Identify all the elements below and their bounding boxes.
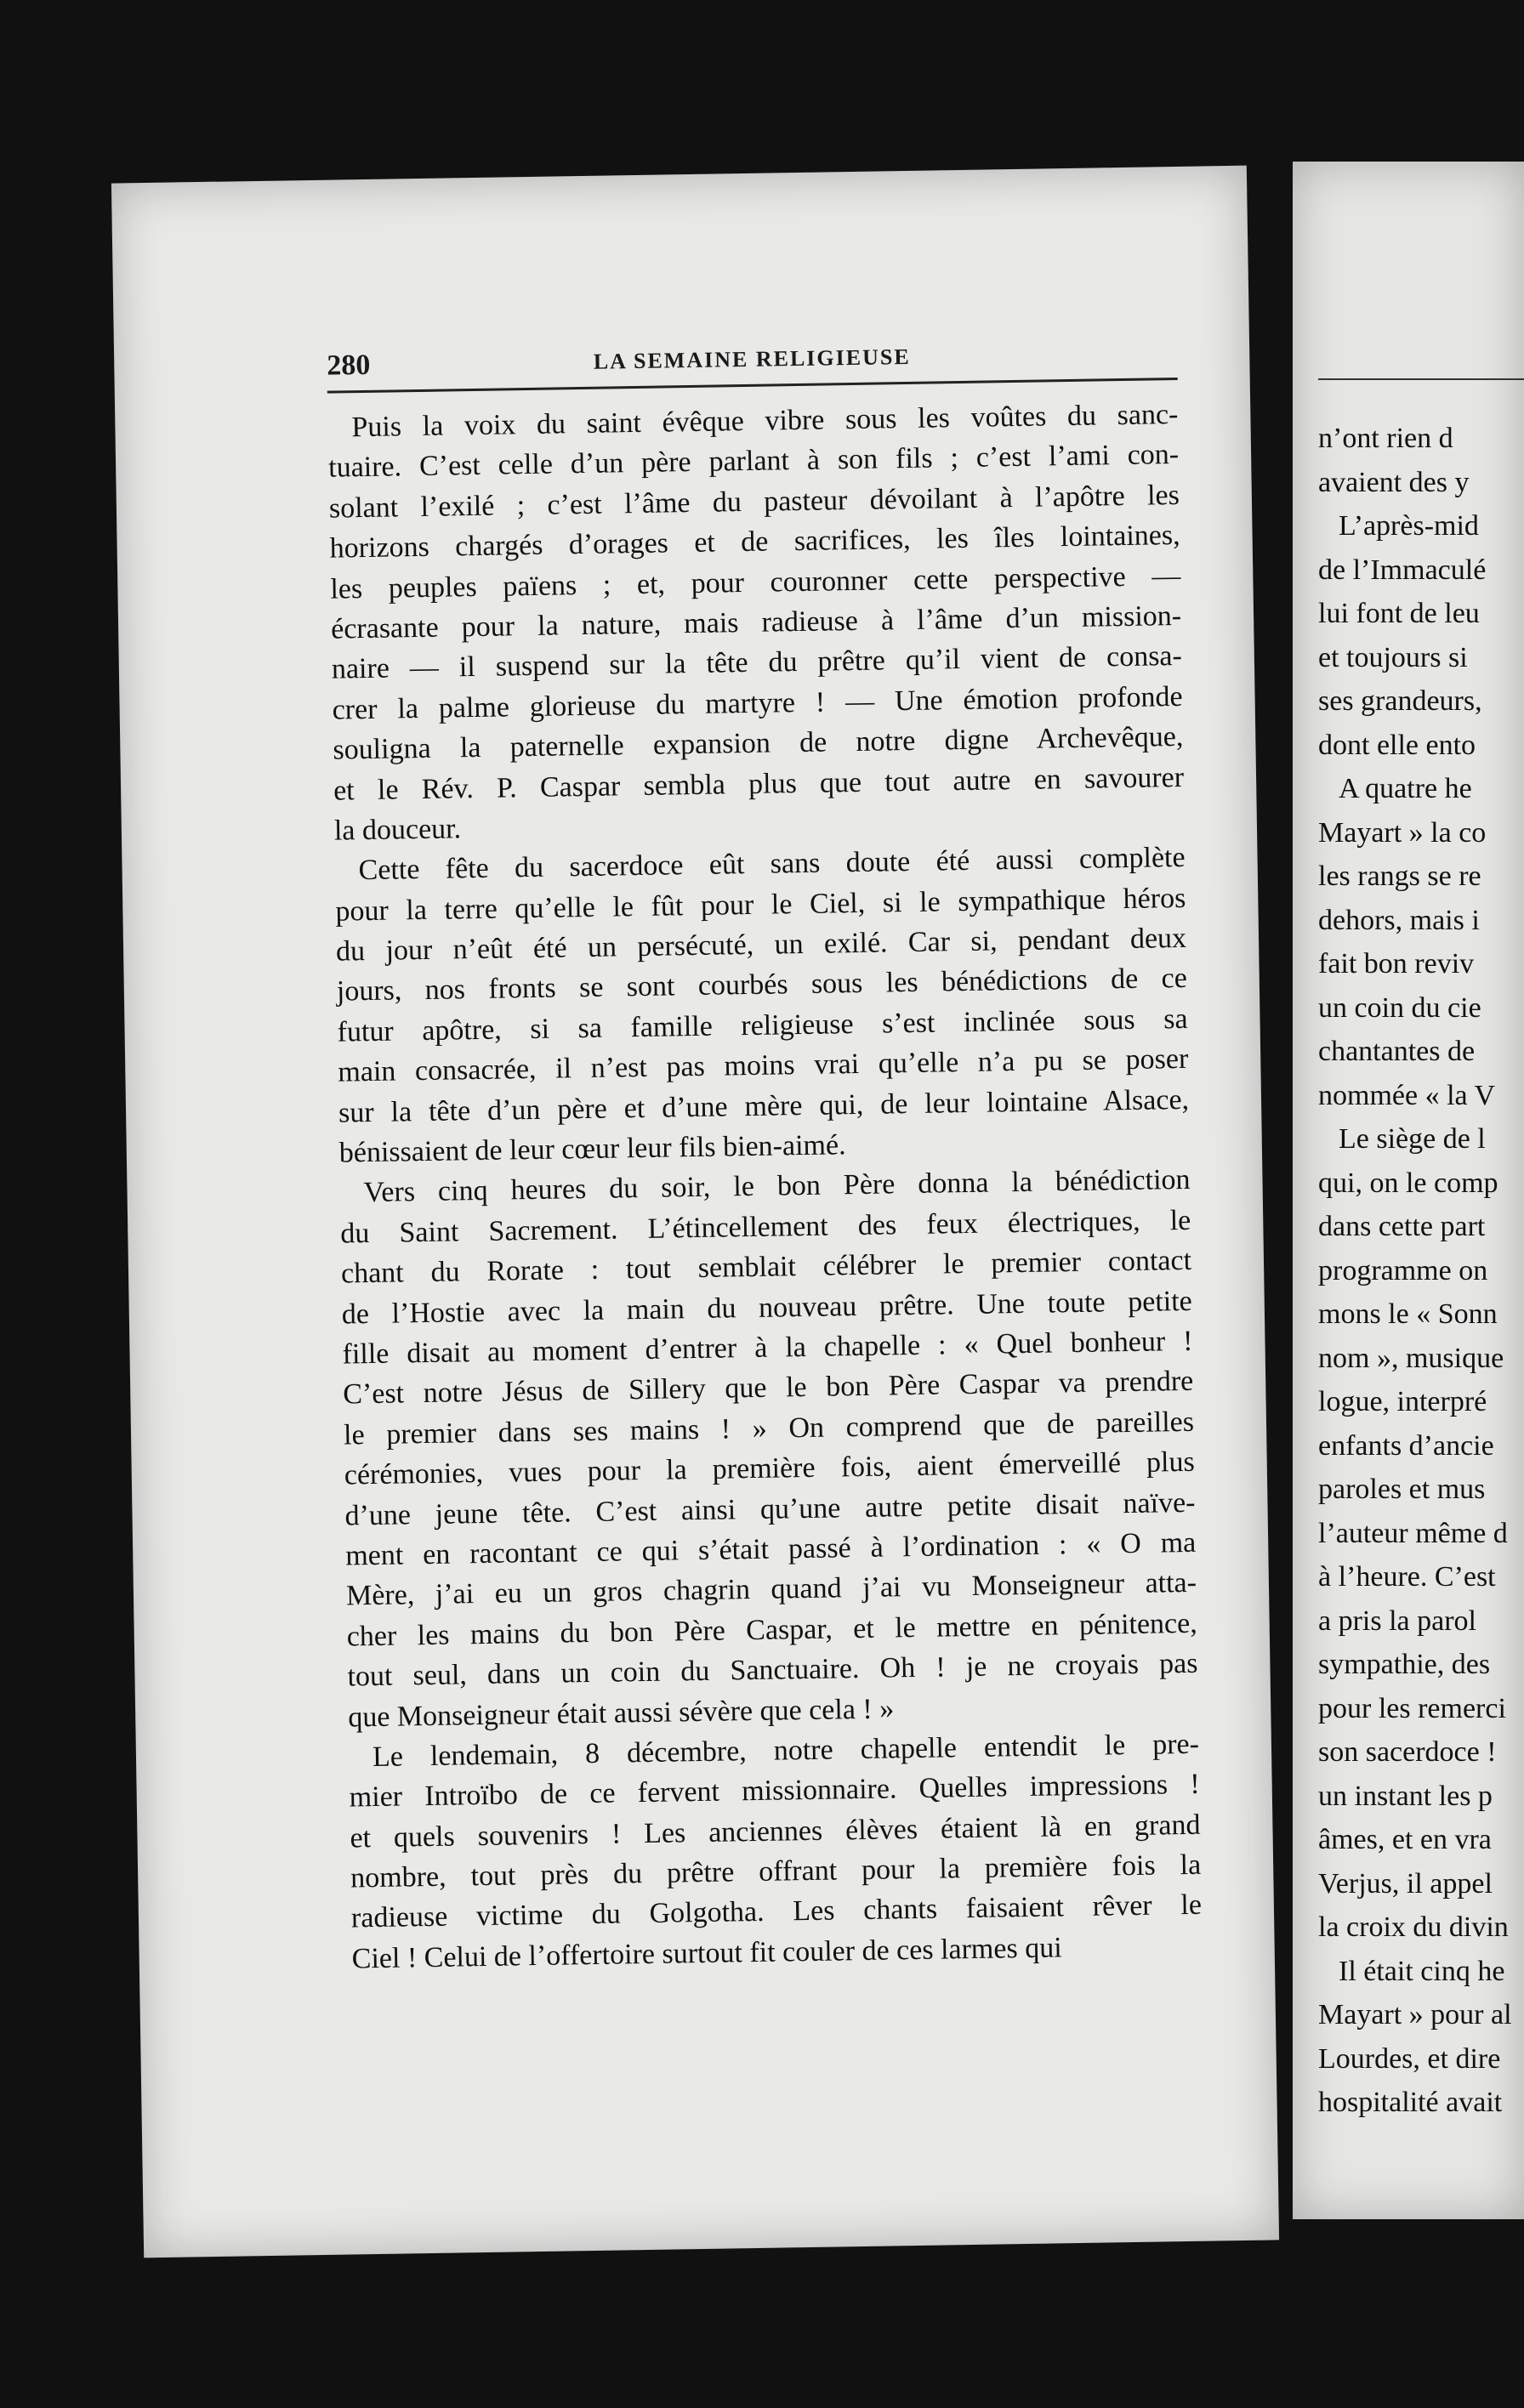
text-line: hospitalité avait xyxy=(1318,2087,1503,2118)
text-line: son sacerdoce ! xyxy=(1318,1736,1497,1768)
text-line: jours, nos fronts se sont courbés sous les bénédictions de ce xyxy=(336,963,1188,1008)
text-line: de l’Immaculé xyxy=(1318,554,1487,586)
text-line: crer la palme glorieuse du martyre ! — Une émotion profonde xyxy=(332,680,1183,726)
text-line: fille disait au moment d’entrer à la chapelle : « Quel bonheur ! xyxy=(342,1325,1193,1371)
body-text xyxy=(327,395,1203,1979)
text-line: programme on xyxy=(1318,1254,1488,1286)
running-header xyxy=(327,337,1178,384)
text-line: tuaire. C’est celle d’un père parlant à son fils ; c’est l’ami con- xyxy=(327,439,1180,485)
text-line: d’une jeune tête. C’est ainsi qu’une autre petite disait naïve- xyxy=(344,1486,1196,1532)
header-rule xyxy=(1318,378,1524,380)
text-line: tout seul, dans un coin du Sanctuaire. Oh ! je ne croyais pas xyxy=(347,1647,1198,1693)
text-line: l’auteur même d xyxy=(1318,1517,1508,1549)
text-line: nombre, tout près du prêtre offrant pour la première fois la xyxy=(350,1849,1202,1894)
text-line: dans cette part xyxy=(1318,1211,1486,1242)
text-line: lui font de leu xyxy=(1318,598,1480,629)
text-line: horizons chargés d’orages et de sacrifices, les îles lointaines, xyxy=(329,520,1180,565)
text-line: Vers cinq heures du soir, le bon Père donna la bénédiction xyxy=(363,1164,1191,1209)
text-line: enfants d’ancie xyxy=(1318,1429,1494,1462)
text-line: dehors, mais i xyxy=(1318,904,1480,936)
text-line: nommée « la V xyxy=(1318,1079,1496,1111)
text-line: Le lendemain, 8 décembre, notre chapelle entendit le pre- xyxy=(372,1728,1200,1773)
text-line: ses grandeurs, xyxy=(1318,685,1482,717)
text-line: cher les mains du bon Père Caspar, et le mettre en pénitence, xyxy=(346,1607,1197,1653)
text-line: à l’heure. C’est xyxy=(1318,1561,1496,1593)
text-line: écrasante pour la nature, mais radieuse à l’âme d’un mission- xyxy=(330,599,1182,645)
text-line: pour les remerci xyxy=(1318,1692,1506,1724)
text-line: Verjus, il appel xyxy=(1318,1867,1493,1900)
text-line: de l’Hostie avec la main du nouveau prêtre. Une toute petite xyxy=(341,1285,1193,1331)
text-line: et quels souvenirs ! Les anciennes élèves étaient là en grand xyxy=(350,1809,1201,1854)
left-page xyxy=(111,166,1279,2258)
text-line: un coin du cie xyxy=(1318,991,1481,1024)
text-line: qui, on le comp xyxy=(1318,1167,1498,1199)
page-number: 280 xyxy=(327,349,371,382)
text-line: Il était cinq he xyxy=(1339,1955,1505,1987)
text-line: logue, interpré xyxy=(1318,1386,1487,1417)
text-line: Mayart » pour al xyxy=(1318,1999,1512,2030)
text-line: la croix du divin xyxy=(1318,1911,1509,1943)
text-line: le premier dans ses mains ! » On comprend que de pareilles xyxy=(343,1406,1195,1451)
text-line: paroles et mus xyxy=(1318,1474,1486,1505)
text-line: les peuples païens ; et, pour couronner cette perspective — xyxy=(330,559,1181,605)
text-line: n’ont rien d xyxy=(1318,423,1453,454)
text-line: radieuse victime du Golgotha. Les chants faisaient rêver le xyxy=(350,1889,1203,1934)
right-page-fragment xyxy=(1293,162,1524,2219)
text-line: et le Rév. P. Caspar sembla plus que tout autre en savourer xyxy=(333,761,1185,807)
text-line: Lourdes, et dire xyxy=(1318,2042,1501,2075)
text-line: et toujours si xyxy=(1318,641,1468,673)
text-line: naire — il suspend sur la tête du prêtre qu’il vient de consa- xyxy=(331,640,1183,685)
text-line: fait bon reviv xyxy=(1318,948,1475,980)
text-line: souligna la paternelle expansion de notre digne Archevêque, xyxy=(333,721,1184,766)
text-line: cérémonies, vues pour la première fois, aient émerveillé plus xyxy=(344,1445,1195,1491)
text-line: Cette fête du sacerdoce eût sans doute été aussi complète xyxy=(358,842,1186,887)
text-line: dont elle ento xyxy=(1318,729,1476,761)
running-head-title: LA SEMAINE RELIGIEUSE xyxy=(593,344,911,374)
text-line: L’après-mid xyxy=(1339,510,1479,542)
text-line: ment en racontant ce qui s’était passé à l’ordination : « O ma xyxy=(345,1526,1197,1572)
text-line: C’est notre Jésus de Sillery que le bon Père Caspar va prendre xyxy=(343,1366,1194,1411)
text-line: nom », musique xyxy=(1318,1342,1504,1374)
text-line: mons le « Sonn xyxy=(1318,1298,1498,1330)
text-line: pour la terre qu’elle le fût pour le Ciel, si le sympathique héros xyxy=(335,882,1186,928)
text-line: a pris la parol xyxy=(1318,1604,1476,1637)
text-line: bénissaient de leur cœur leur fils bien-aimé. xyxy=(338,1129,846,1169)
text-line: les rangs se re xyxy=(1318,860,1481,892)
text-line: sur la tête d’un père et d’une mère qui, de leur lointaine Alsace, xyxy=(338,1083,1190,1129)
text-line: solant l’exilé ; c’est l’âme du pasteur dévoilant à l’apôtre les xyxy=(328,479,1180,525)
text-line: sympathie, des xyxy=(1318,1649,1491,1680)
text-line: A quatre he xyxy=(1339,773,1472,804)
text-line: du Saint Sacrement. L’étincellement des feux électriques, le xyxy=(340,1204,1191,1250)
text-line: main consacrée, il n’est pas moins vrai qu’elle n’a pu se poser xyxy=(338,1043,1189,1088)
text-line: Puis la voix du saint évêque vibre sous les voûtes du sanc- xyxy=(351,398,1179,444)
body-text-fragment xyxy=(1318,417,1524,2125)
text-line: âmes, et en vra xyxy=(1318,1824,1492,1855)
text-line: du jour n’eût été un persécuté, un exilé. Car si, pendant deux xyxy=(335,922,1187,968)
text-line: Le siège de l xyxy=(1339,1123,1486,1155)
text-line: un instant les p xyxy=(1318,1780,1493,1812)
text-line: chantantes de xyxy=(1318,1036,1476,1067)
text-line: futur apôtre, si sa famille religieuse s’est inclinée sous sa xyxy=(337,1002,1188,1048)
text-line: Mayart » la co xyxy=(1318,816,1487,849)
text-line: chant du Rorate : tout semblait célébrer le premier contact xyxy=(340,1245,1192,1290)
text-line: la douceur. xyxy=(333,813,462,847)
text-line: que Monseigneur était aussi sévère que cela ! » xyxy=(347,1692,895,1733)
text-line: Mère, j’ai eu un gros chagrin quand j’ai vu Monseigneur atta- xyxy=(345,1567,1197,1612)
text-line: Ciel ! Celui de l’offertoire surtout fit couler de ces larmes qui xyxy=(351,1932,1062,1975)
text-line: avaient des y xyxy=(1318,466,1470,498)
text-line: mier Introïbo de ce fervent missionnaire. Quelles impressions ! xyxy=(349,1769,1200,1814)
